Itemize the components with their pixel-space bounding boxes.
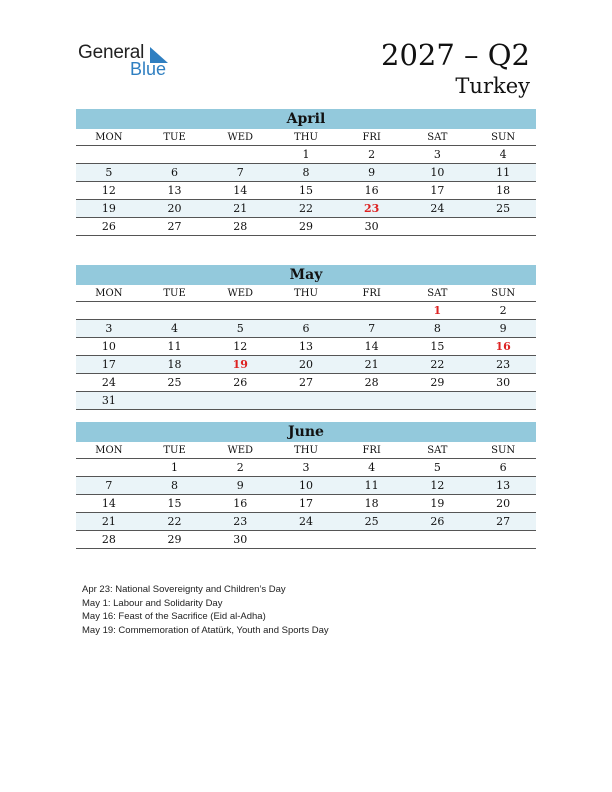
weekday-label: THU xyxy=(273,442,339,459)
month-title: June xyxy=(76,422,536,442)
day-cell xyxy=(142,146,208,164)
day-cell: 5 xyxy=(207,320,273,338)
day-cell: 9 xyxy=(339,164,405,182)
day-cell: 27 xyxy=(142,218,208,236)
day-cell: 21 xyxy=(339,356,405,374)
weekday-label: SUN xyxy=(470,285,536,302)
logo-text-general: General xyxy=(78,42,145,63)
weekday-label: MON xyxy=(76,129,142,146)
weekday-label: SAT xyxy=(405,442,471,459)
day-cell: 16 xyxy=(207,495,273,513)
day-cell: 6 xyxy=(142,164,208,182)
week-row xyxy=(76,218,536,236)
day-cell: 4 xyxy=(470,146,536,164)
weekday-label: SAT xyxy=(405,129,471,146)
day-cell: 26 xyxy=(405,513,471,531)
day-cell: 19 xyxy=(76,200,142,218)
day-cell: 11 xyxy=(470,164,536,182)
calendar-grid xyxy=(76,129,536,236)
week-row xyxy=(76,200,536,218)
day-cell: 3 xyxy=(405,146,471,164)
day-cell: 4 xyxy=(339,459,405,477)
logo-text-blue: Blue xyxy=(130,59,167,79)
day-cell: 24 xyxy=(273,513,339,531)
day-cell xyxy=(207,302,273,320)
generalblue-logo xyxy=(78,42,178,82)
weekday-header-row xyxy=(76,285,536,302)
day-cell xyxy=(339,302,405,320)
day-cell: 25 xyxy=(339,513,405,531)
week-row xyxy=(76,531,536,549)
day-cell: 11 xyxy=(339,477,405,495)
calendar-grid xyxy=(76,442,536,549)
day-cell: 18 xyxy=(339,495,405,513)
week-row xyxy=(76,495,536,513)
day-cell xyxy=(76,146,142,164)
day-cell: 21 xyxy=(76,513,142,531)
weekday-label: FRI xyxy=(339,442,405,459)
weekday-label: TUE xyxy=(142,285,208,302)
day-cell: 27 xyxy=(273,374,339,392)
weekday-label: TUE xyxy=(142,129,208,146)
day-cell: 20 xyxy=(142,200,208,218)
weekday-label: WED xyxy=(207,442,273,459)
page-title: 2027 – Q2 xyxy=(381,38,530,72)
day-cell: 3 xyxy=(273,459,339,477)
day-cell: 12 xyxy=(76,182,142,200)
day-cell xyxy=(339,392,405,410)
day-cell xyxy=(339,531,405,549)
day-cell xyxy=(405,531,471,549)
week-row xyxy=(76,146,536,164)
day-cell: 15 xyxy=(405,338,471,356)
weekday-label: SAT xyxy=(405,285,471,302)
day-cell: 22 xyxy=(273,200,339,218)
week-row xyxy=(76,459,536,477)
day-cell xyxy=(142,392,208,410)
country-name: Turkey xyxy=(455,74,530,98)
week-row xyxy=(76,182,536,200)
day-cell: 21 xyxy=(207,200,273,218)
holiday-note: May 19: Commemoration of Atatürk, Youth and Sports Day xyxy=(82,624,329,636)
month-april xyxy=(76,109,536,236)
day-cell: 15 xyxy=(273,182,339,200)
day-cell: 17 xyxy=(273,495,339,513)
week-row xyxy=(76,513,536,531)
day-cell: 25 xyxy=(470,200,536,218)
day-cell: 9 xyxy=(470,320,536,338)
day-cell: 23 xyxy=(339,200,405,218)
day-cell: 13 xyxy=(470,477,536,495)
calendar-grid xyxy=(76,285,536,410)
day-cell: 2 xyxy=(339,146,405,164)
day-cell xyxy=(470,218,536,236)
day-cell: 7 xyxy=(207,164,273,182)
day-cell xyxy=(273,531,339,549)
day-cell: 31 xyxy=(76,392,142,410)
day-cell: 5 xyxy=(405,459,471,477)
weekday-label: TUE xyxy=(142,442,208,459)
day-cell: 17 xyxy=(405,182,471,200)
day-cell: 15 xyxy=(142,495,208,513)
weekday-label: FRI xyxy=(339,285,405,302)
day-cell xyxy=(405,218,471,236)
day-cell: 7 xyxy=(339,320,405,338)
week-row xyxy=(76,356,536,374)
weekday-label: SUN xyxy=(470,442,536,459)
day-cell: 9 xyxy=(207,477,273,495)
day-cell: 20 xyxy=(273,356,339,374)
day-cell: 29 xyxy=(142,531,208,549)
holiday-note: May 16: Feast of the Sacrifice (Eid al-Adha) xyxy=(82,611,266,622)
day-cell: 19 xyxy=(405,495,471,513)
day-cell: 27 xyxy=(470,513,536,531)
weekday-header-row xyxy=(76,129,536,146)
day-cell xyxy=(273,392,339,410)
day-cell: 30 xyxy=(470,374,536,392)
day-cell: 10 xyxy=(405,164,471,182)
day-cell: 14 xyxy=(207,182,273,200)
day-cell: 28 xyxy=(339,374,405,392)
week-row xyxy=(76,338,536,356)
day-cell: 22 xyxy=(142,513,208,531)
day-cell: 24 xyxy=(76,374,142,392)
day-cell: 14 xyxy=(339,338,405,356)
day-cell: 13 xyxy=(273,338,339,356)
day-cell: 25 xyxy=(142,374,208,392)
week-row xyxy=(76,374,536,392)
day-cell: 6 xyxy=(470,459,536,477)
weekday-label: FRI xyxy=(339,129,405,146)
day-cell xyxy=(470,392,536,410)
day-cell: 18 xyxy=(470,182,536,200)
week-row xyxy=(76,164,536,182)
day-cell: 13 xyxy=(142,182,208,200)
day-cell: 1 xyxy=(142,459,208,477)
day-cell: 28 xyxy=(76,531,142,549)
week-row xyxy=(76,392,536,410)
week-row xyxy=(76,477,536,495)
day-cell: 17 xyxy=(76,356,142,374)
weekday-label: MON xyxy=(76,442,142,459)
day-cell: 30 xyxy=(339,218,405,236)
day-cell: 8 xyxy=(273,164,339,182)
day-cell xyxy=(207,146,273,164)
holiday-notes xyxy=(82,583,329,637)
day-cell: 23 xyxy=(470,356,536,374)
day-cell: 7 xyxy=(76,477,142,495)
day-cell: 4 xyxy=(142,320,208,338)
week-row xyxy=(76,320,536,338)
day-cell: 5 xyxy=(76,164,142,182)
day-cell: 30 xyxy=(207,531,273,549)
weekday-label: WED xyxy=(207,129,273,146)
day-cell: 24 xyxy=(405,200,471,218)
day-cell: 20 xyxy=(470,495,536,513)
day-cell: 10 xyxy=(273,477,339,495)
day-cell: 3 xyxy=(76,320,142,338)
day-cell xyxy=(470,531,536,549)
weekday-header-row xyxy=(76,442,536,459)
day-cell: 2 xyxy=(207,459,273,477)
day-cell: 29 xyxy=(405,374,471,392)
day-cell: 29 xyxy=(273,218,339,236)
day-cell: 19 xyxy=(207,356,273,374)
weekday-label: SUN xyxy=(470,129,536,146)
day-cell: 6 xyxy=(273,320,339,338)
day-cell: 12 xyxy=(207,338,273,356)
day-cell: 23 xyxy=(207,513,273,531)
holiday-note: Apr 23: National Sovereignty and Children’s Day xyxy=(82,584,286,595)
day-cell: 8 xyxy=(405,320,471,338)
day-cell xyxy=(76,302,142,320)
day-cell: 18 xyxy=(142,356,208,374)
day-cell: 2 xyxy=(470,302,536,320)
month-may xyxy=(76,265,536,410)
weekday-label: THU xyxy=(273,129,339,146)
day-cell: 12 xyxy=(405,477,471,495)
day-cell: 1 xyxy=(273,146,339,164)
month-title: May xyxy=(76,265,536,285)
month-title: April xyxy=(76,109,536,129)
day-cell: 8 xyxy=(142,477,208,495)
weekday-label: THU xyxy=(273,285,339,302)
day-cell: 26 xyxy=(76,218,142,236)
day-cell xyxy=(273,302,339,320)
day-cell: 28 xyxy=(207,218,273,236)
day-cell: 22 xyxy=(405,356,471,374)
day-cell: 14 xyxy=(76,495,142,513)
weekday-label: WED xyxy=(207,285,273,302)
day-cell: 11 xyxy=(142,338,208,356)
day-cell xyxy=(405,392,471,410)
day-cell: 10 xyxy=(76,338,142,356)
day-cell: 26 xyxy=(207,374,273,392)
day-cell xyxy=(142,302,208,320)
week-row xyxy=(76,302,536,320)
day-cell: 1 xyxy=(405,302,471,320)
weekday-label: MON xyxy=(76,285,142,302)
day-cell: 16 xyxy=(339,182,405,200)
day-cell xyxy=(76,459,142,477)
day-cell: 16 xyxy=(470,338,536,356)
holiday-note: May 1: Labour and Solidarity Day xyxy=(82,597,223,609)
month-june xyxy=(76,422,536,549)
day-cell xyxy=(207,392,273,410)
